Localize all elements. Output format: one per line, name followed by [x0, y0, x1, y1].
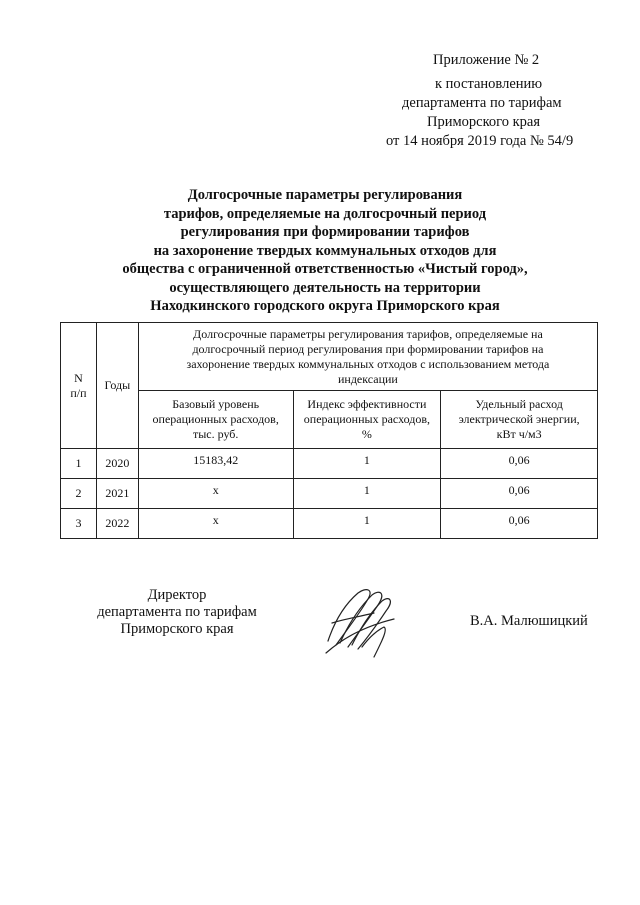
header-efficiency-index: Индекс эффективности операционных расходов, % — [293, 391, 441, 449]
cell-num: 1 — [61, 449, 97, 479]
cell-num: 2 — [61, 479, 97, 509]
cell-base: 15183,42 — [138, 449, 293, 479]
header-year: Годы — [96, 323, 138, 449]
table-row — [61, 509, 598, 539]
cell-base: х — [138, 509, 293, 539]
cell-index: 1 — [293, 479, 441, 509]
cell-base: х — [138, 479, 293, 509]
header-group: Долгосрочные параметры регулирования тарифов, определяемые на долгосрочный период регулирования при формировании тарифов на захоронение твердых коммунальных отходов с использованием метода индексации — [138, 323, 597, 391]
title-line: регулирования при формировании тарифов — [180, 224, 470, 240]
cell-year: 2020 — [96, 449, 138, 479]
annex-line: к постановлению — [435, 76, 543, 92]
cell-year: 2022 — [96, 509, 138, 539]
title-line: на захоронение твердых коммунальных отходов для — [153, 242, 497, 259]
title-line: тарифов, определяемые на долгосрочный период — [163, 205, 487, 222]
cell-energy: 0,06 — [441, 479, 598, 509]
header-num: N п/п — [61, 323, 97, 449]
header-base-costs: Базовый уровень операционных расходов, тыс. руб. — [138, 391, 293, 449]
table-row — [61, 479, 598, 509]
cell-index: 1 — [293, 509, 441, 539]
annex-number: Приложение № 2 — [433, 52, 540, 68]
cell-num: 3 — [61, 509, 97, 539]
title-line: Долгосрочные параметры регулирования — [187, 187, 463, 203]
title-line: осуществляющего деятельность на территории — [169, 279, 481, 296]
title-line: Находкинского городского округа Приморского края — [150, 298, 500, 314]
cell-energy: 0,06 — [441, 449, 598, 479]
annex-line: департамента по тарифам — [402, 95, 562, 111]
header-energy-usage: Удельный расход электрической энергии, кВт ч/м3 — [441, 391, 598, 449]
signer-name: В.А. Малюшицкий — [470, 613, 588, 629]
title-line: общества с ограниченной ответственностью «Чистый город», — [122, 261, 528, 277]
parameters-table — [60, 322, 598, 539]
annex-line: Приморского края — [427, 114, 541, 130]
handwritten-signature — [322, 583, 402, 661]
document-title — [90, 186, 560, 316]
cell-year: 2021 — [96, 479, 138, 509]
signer-position: Директор департамента по тарифам Приморского края — [97, 587, 257, 637]
annex-line: от 14 ноября 2019 года № 54/9 — [386, 133, 574, 149]
table-row — [61, 449, 598, 479]
cell-index: 1 — [293, 449, 441, 479]
cell-energy: 0,06 — [441, 509, 598, 539]
